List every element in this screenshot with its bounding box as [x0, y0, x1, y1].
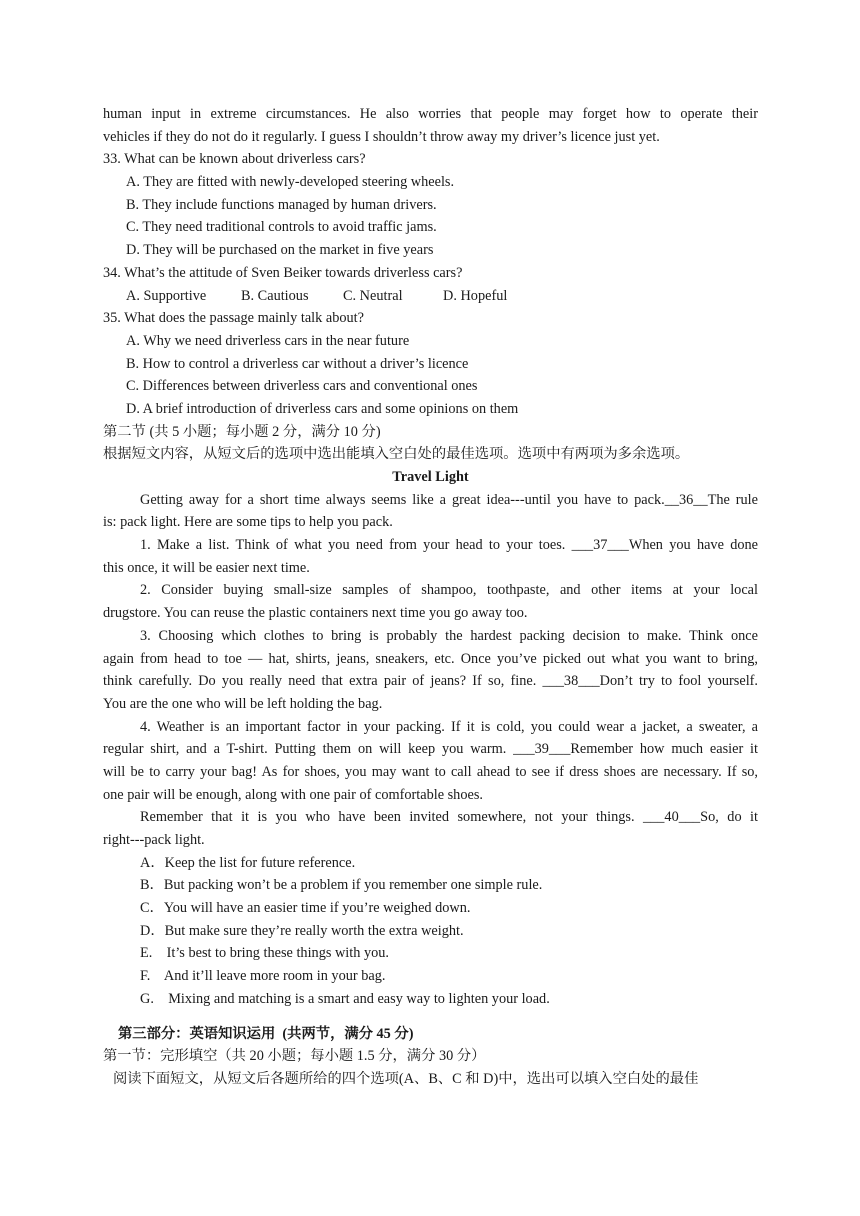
passage-line: 3. Choosing which clothes to bring is probably the hardest packing decision to make. Think once — [140, 627, 758, 644]
choice-a: A．Keep the list for future reference. — [140, 854, 356, 871]
passage-line: human input in extreme circumstances. He also worries that people may forget how to operate their — [103, 106, 758, 122]
option-35-b: B. How to control a driverless car without a driver’s licence — [126, 355, 469, 372]
passage-line: drugstore. You can reuse the plastic containers next time you go away too. — [103, 605, 528, 622]
question-stem-34: 34. What’s the attitude of Sven Beiker towards driverless cars? — [103, 264, 463, 281]
option-34-a: A. Supportive — [126, 287, 207, 304]
passage-line: regular shirt, and a T-shirt. Putting them on will keep you warm. ___39___Remember how much easier it — [103, 741, 758, 758]
passage-line: this once, it will be easier next time. — [103, 559, 310, 576]
choice-b: B．But packing won’t be a problem if you remember one simple rule. — [140, 877, 543, 894]
passage-title: Travel Light — [392, 469, 469, 485]
option-35-a: A. Why we need driverless cars in the near future — [126, 332, 410, 349]
passage-line: 4. Weather is an important factor in your packing. If it is cold, you could wear a jacket, a sweater, a — [140, 718, 758, 735]
option-34-c: C. Neutral — [343, 287, 403, 304]
spacer — [103, 1011, 758, 1023]
passage-line: again from head to toe — hat, shirts, jeans, sneakers, etc. Once you’ve picked out what you want to bring, — [103, 650, 758, 667]
section-instruction: 根据短文内容，从短文后的选项中选出能填入空白处的最佳选项。选项中有两项为多余选项。 — [103, 446, 690, 463]
passage-line: will be to carry your bag! As for shoes, you may want to call ahead to see if dress shoes are necessary. If so, — [103, 763, 758, 780]
passage-line: Getting away for a short time always seems like a great idea---until you have to pack.__36__The rule — [140, 491, 758, 508]
choice-e: E. It’s best to bring these things with you. — [140, 945, 389, 962]
question-stem-35: 35. What does the passage mainly talk about? — [103, 310, 364, 327]
option-33-d: D. They will be purchased on the market in five years — [126, 242, 434, 259]
option-35-d: D. A brief introduction of driverless cars and some opinions on them — [126, 400, 519, 417]
passage-line: right---pack light. — [103, 832, 205, 848]
option-34-d: D. Hopeful — [443, 287, 508, 304]
choice-c: C．You will have an easier time if you’re weighed down. — [140, 900, 471, 917]
option-33-b: B. They include functions managed by human drivers. — [126, 196, 437, 213]
passage-line: 2. Consider buying small-size samples of shampoo, toothpaste, and other items at your local — [140, 582, 758, 599]
option-35-c: C. Differences between driverless cars and conventional ones — [126, 378, 478, 395]
option-34-b: B. Cautious — [241, 287, 309, 304]
passage-line: one pair will be enough, along with one pair of comfortable shoes. — [103, 786, 483, 803]
choice-f: F. And it’ll leave more room in your bag. — [140, 968, 386, 985]
passage-line: 1. Make a list. Think of what you need from your head to your toes. ___37___When you have done — [140, 537, 758, 554]
document-page — [103, 103, 758, 1091]
option-33-a: A. They are fitted with newly-developed steering wheels. — [126, 174, 455, 191]
cloze-instruction: 阅读下面短文，从短文后各题所给的四个选项(A、B、C 和 D)中，选出可以填入空白处的最佳 — [113, 1070, 699, 1087]
choice-g: G. Mixing and matching is a smart and easy way to lighten your load. — [140, 990, 550, 1007]
section-heading: 第二节 (共 5 小题；每小题 2 分，满分 10 分) — [103, 423, 381, 440]
question-stem-33: 33. What can be known about driverless cars? — [103, 151, 366, 168]
passage-line: think carefully. Do you really need that extra pair of jeans? If so, fine. ___38___Don’t try to fool yourself. — [103, 673, 758, 690]
sub-heading: 第一节：完形填空（共 20 小题；每小题 1.5 分，满分 30 分） — [103, 1048, 486, 1065]
choice-d: D．But make sure they’re really worth the extra weight. — [140, 922, 464, 939]
passage-line: is: pack light. Here are some tips to help you pack. — [103, 514, 393, 531]
part-heading: 第三部分：英语知识运用 (共两节，满分 45 分) — [118, 1025, 414, 1042]
passage-line: vehicles if they do not do it regularly. I guess I shouldn’t throw away my driver’s licence just yet. — [103, 128, 660, 145]
passage-line: Remember that it is you who have been invited somewhere, not your things. ___40___So, do it — [140, 809, 758, 826]
passage-line: You are the one who will be left holding the bag. — [103, 695, 383, 712]
options-34 — [103, 285, 758, 308]
option-33-c: C. They need traditional controls to avoid traffic jams. — [126, 219, 437, 236]
